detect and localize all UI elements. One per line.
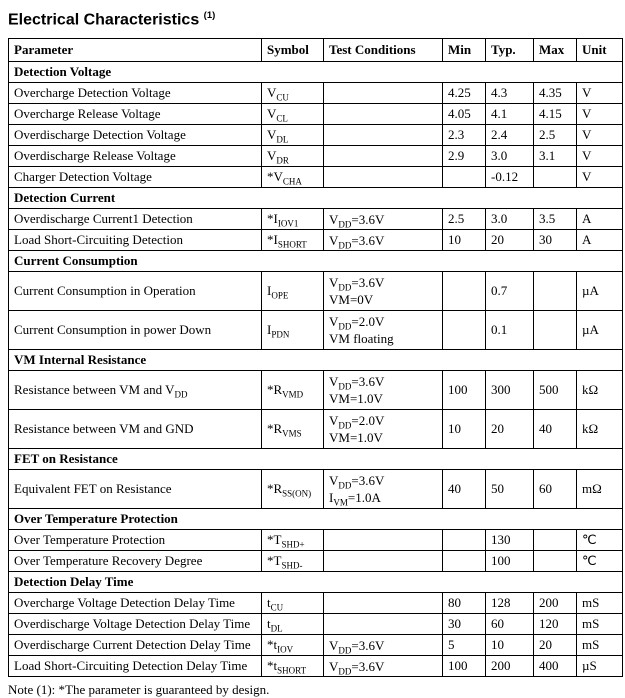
symbol-subscript: CU (276, 92, 289, 103)
parameter-cell (9, 272, 262, 311)
symbol-subscript: OPE (271, 290, 289, 301)
symbol-subscript: DL (276, 134, 289, 145)
parameter-cell (9, 530, 262, 551)
condition-line (329, 291, 437, 308)
symbol-cell (262, 146, 324, 167)
symbol-text: *T (267, 553, 282, 569)
symbol-cell (262, 272, 324, 311)
symbol-text: t (267, 616, 271, 632)
typ-cell: 0.1 (486, 311, 534, 350)
unit-cell: µS (577, 656, 623, 677)
symbol-text: *R (267, 382, 283, 398)
symbol-cell (262, 635, 324, 656)
unit-cell: V (577, 83, 623, 104)
symbol-cell (262, 83, 324, 104)
symbol-text: *T (267, 532, 282, 548)
symbol-cell (262, 311, 324, 350)
condition-line (329, 232, 437, 249)
parameter-cell (9, 614, 262, 635)
symbol-subscript: DR (276, 155, 289, 166)
conditions-cell (324, 272, 443, 311)
table-row (9, 410, 623, 449)
typ-cell: 10 (486, 635, 534, 656)
section-row (9, 509, 623, 530)
unit-cell: mS (577, 635, 623, 656)
typ-cell: 128 (486, 593, 534, 614)
conditions-cell (324, 656, 443, 677)
min-cell: 40 (443, 470, 486, 509)
condition-text: V (329, 314, 339, 330)
max-cell: 30 (534, 230, 577, 251)
symbol-cell (262, 593, 324, 614)
symbol-cell (262, 470, 324, 509)
condition-text: V (329, 658, 339, 674)
max-cell: 120 (534, 614, 577, 635)
symbol-subscript: IOV1 (277, 218, 299, 229)
parameter-cell (9, 83, 262, 104)
symbol-text: t (267, 595, 271, 611)
symbol-cell (262, 209, 324, 230)
min-cell: 5 (443, 635, 486, 656)
symbol-subscript: SHORT (277, 239, 307, 250)
typ-cell: 0.7 (486, 272, 534, 311)
table-row (9, 146, 623, 167)
symbol-cell (262, 614, 324, 635)
min-cell (443, 167, 486, 188)
symbol-cell (262, 551, 324, 572)
max-cell: 60 (534, 470, 577, 509)
unit-cell: µA (577, 311, 623, 350)
unit-cell: V (577, 146, 623, 167)
table-row (9, 656, 623, 677)
header-unit: Unit (577, 39, 623, 62)
conditions-cell (324, 146, 443, 167)
condition-line (329, 472, 437, 489)
footnote: Note (1): *The parameter is guaranteed by design. (8, 682, 270, 698)
symbol-cell (262, 104, 324, 125)
parameter-text: Overdischarge Detection Voltage (14, 127, 186, 143)
symbol-cell (262, 371, 324, 410)
unit-cell: ℃ (577, 551, 623, 572)
min-cell: 4.05 (443, 104, 486, 125)
parameter-text: Overdischarge Voltage Detection Delay Time (14, 616, 251, 632)
max-cell: 400 (534, 656, 577, 677)
max-cell: 40 (534, 410, 577, 449)
unit-cell: kΩ (577, 371, 623, 410)
section-label: Over Temperature Protection (9, 509, 623, 530)
max-cell: 500 (534, 371, 577, 410)
symbol-subscript: IOV (277, 644, 294, 655)
symbol-text: V (267, 106, 277, 122)
header-parameter: Parameter (9, 39, 262, 62)
table-row (9, 272, 623, 311)
conditions-cell (324, 209, 443, 230)
parameter-cell (9, 593, 262, 614)
symbol-text: *I (267, 232, 278, 248)
symbol-cell (262, 656, 324, 677)
section-row (9, 572, 623, 593)
section-row (9, 251, 623, 272)
condition-line (329, 373, 437, 390)
max-cell: 200 (534, 593, 577, 614)
header-symbol: Symbol (262, 39, 324, 62)
typ-cell: 3.0 (486, 146, 534, 167)
conditions-cell (324, 410, 443, 449)
condition-subscript: DD (338, 282, 352, 293)
condition-line (329, 658, 437, 675)
condition-text: V (329, 211, 339, 227)
min-cell: 100 (443, 371, 486, 410)
parameter-cell (9, 125, 262, 146)
min-cell: 10 (443, 230, 486, 251)
parameter-cell (9, 209, 262, 230)
typ-cell: 200 (486, 656, 534, 677)
condition-text: =2.0V (351, 314, 385, 330)
typ-cell: 50 (486, 470, 534, 509)
table-row (9, 209, 623, 230)
condition-text: =3.6V (351, 211, 385, 227)
header-typ: Typ. (486, 39, 534, 62)
symbol-subscript: DL (270, 623, 283, 634)
parameter-text: Over Temperature Protection (14, 532, 166, 548)
table-row (9, 635, 623, 656)
condition-text: V (329, 413, 339, 429)
min-cell: 100 (443, 656, 486, 677)
parameter-cell (9, 656, 262, 677)
condition-text: =3.6V (351, 232, 385, 248)
conditions-cell (324, 230, 443, 251)
symbol-cell (262, 230, 324, 251)
condition-text: VM=0V (329, 292, 374, 308)
condition-text: =3.6V (351, 658, 385, 674)
conditions-cell (324, 614, 443, 635)
conditions-cell (324, 530, 443, 551)
table-row (9, 551, 623, 572)
electrical-characteristics-table (8, 38, 623, 677)
parameter-text: Load Short-Circuiting Detection Delay Time (14, 658, 248, 674)
unit-cell: V (577, 167, 623, 188)
min-cell: 10 (443, 410, 486, 449)
parameter-text: Over Temperature Recovery Degree (14, 553, 203, 569)
min-cell: 30 (443, 614, 486, 635)
symbol-subscript: CU (270, 602, 284, 613)
parameter-cell (9, 371, 262, 410)
table-row (9, 311, 623, 350)
parameter-cell (9, 551, 262, 572)
condition-line (329, 412, 437, 429)
condition-text: I (329, 490, 334, 506)
condition-text: =3.6V (351, 374, 385, 390)
section-row (9, 188, 623, 209)
table-row (9, 593, 623, 614)
table-row (9, 530, 623, 551)
parameter-cell (9, 230, 262, 251)
condition-line (329, 313, 437, 330)
condition-subscript: DD (338, 480, 352, 491)
page-title (0, 0, 625, 29)
section-row (9, 350, 623, 371)
table-body (9, 62, 623, 677)
typ-cell: 4.3 (486, 83, 534, 104)
typ-cell: 130 (486, 530, 534, 551)
symbol-subscript: SHD- (281, 560, 303, 571)
parameter-text: Overdischarge Release Voltage (14, 148, 176, 164)
condition-line (329, 637, 437, 654)
parameter-cell (9, 104, 262, 125)
symbol-text: *V (267, 169, 283, 185)
header-min: Min (443, 39, 486, 62)
condition-text: =3.6V (351, 473, 385, 489)
parameter-subscript: DD (174, 389, 188, 400)
parameter-text: Overdischarge Current1 Detection (14, 211, 193, 227)
symbol-subscript: VMS (282, 428, 302, 439)
max-cell (534, 551, 577, 572)
condition-text: V (329, 473, 339, 489)
parameter-text: Resistance between VM and V (14, 382, 175, 398)
min-cell (443, 530, 486, 551)
typ-cell: 20 (486, 230, 534, 251)
parameter-cell (9, 146, 262, 167)
max-cell (534, 530, 577, 551)
condition-text: =3.6V (351, 637, 385, 653)
table-row (9, 125, 623, 146)
page-title-superscript: (1) (203, 10, 216, 21)
max-cell (534, 311, 577, 350)
condition-text: VM=1.0V (329, 430, 383, 446)
min-cell: 2.3 (443, 125, 486, 146)
condition-text: =1.0A (347, 490, 381, 506)
parameter-text: Resistance between VM and GND (14, 421, 194, 437)
max-cell: 3.1 (534, 146, 577, 167)
section-label: Detection Current (9, 188, 623, 209)
condition-text: V (329, 637, 339, 653)
header-row (9, 39, 623, 62)
max-cell: 3.5 (534, 209, 577, 230)
symbol-cell (262, 167, 324, 188)
parameter-cell (9, 410, 262, 449)
conditions-cell (324, 125, 443, 146)
conditions-cell (324, 167, 443, 188)
condition-subscript: DD (338, 666, 352, 677)
unit-cell: µA (577, 272, 623, 311)
parameter-text: Current Consumption in power Down (14, 322, 212, 338)
symbol-text: I (267, 283, 272, 299)
min-cell (443, 551, 486, 572)
page-title-text: Electrical Characteristics (8, 11, 200, 29)
condition-subscript: DD (338, 645, 352, 656)
min-cell: 80 (443, 593, 486, 614)
min-cell: 4.25 (443, 83, 486, 104)
conditions-cell (324, 470, 443, 509)
condition-subscript: DD (338, 219, 352, 230)
section-label: FET on Resistance (9, 449, 623, 470)
symbol-text: *R (267, 421, 283, 437)
symbol-subscript: SHORT (277, 665, 307, 676)
max-cell (534, 272, 577, 311)
symbol-subscript: SS(ON) (282, 488, 312, 499)
min-cell (443, 311, 486, 350)
max-cell: 4.35 (534, 83, 577, 104)
unit-cell: mS (577, 614, 623, 635)
typ-cell: -0.12 (486, 167, 534, 188)
condition-line (329, 429, 437, 446)
symbol-subscript: PDN (271, 329, 290, 340)
condition-text: V (329, 275, 339, 291)
parameter-text: Charger Detection Voltage (14, 169, 152, 185)
symbol-text: *t (267, 637, 278, 653)
conditions-cell (324, 551, 443, 572)
max-cell: 20 (534, 635, 577, 656)
condition-line (329, 330, 437, 347)
parameter-text: Equivalent FET on Resistance (14, 481, 172, 497)
condition-line (329, 489, 437, 506)
condition-subscript: DD (338, 420, 352, 431)
parameter-text: Overdischarge Current Detection Delay Time (14, 637, 251, 653)
unit-cell: V (577, 104, 623, 125)
min-cell: 2.9 (443, 146, 486, 167)
condition-text: V (329, 232, 339, 248)
conditions-cell (324, 635, 443, 656)
table-row (9, 104, 623, 125)
condition-text: =2.0V (351, 413, 385, 429)
section-label: Detection Delay Time (9, 572, 623, 593)
unit-cell: kΩ (577, 410, 623, 449)
symbol-cell (262, 530, 324, 551)
parameter-cell (9, 167, 262, 188)
section-row (9, 449, 623, 470)
symbol-subscript: VMD (282, 389, 304, 400)
condition-subscript: DD (338, 381, 352, 392)
symbol-cell (262, 410, 324, 449)
header-test-conditions: Test Conditions (324, 39, 443, 62)
section-label: VM Internal Resistance (9, 350, 623, 371)
section-label: Current Consumption (9, 251, 623, 272)
symbol-text: V (267, 148, 277, 164)
parameter-cell (9, 635, 262, 656)
table-row (9, 230, 623, 251)
conditions-cell (324, 371, 443, 410)
section-row (9, 62, 623, 83)
typ-cell: 100 (486, 551, 534, 572)
unit-cell: mΩ (577, 470, 623, 509)
symbol-text: I (267, 322, 272, 338)
condition-line (329, 390, 437, 407)
condition-text: VM floating (329, 331, 394, 347)
symbol-subscript: CHA (282, 176, 302, 187)
table-row (9, 83, 623, 104)
typ-cell: 2.4 (486, 125, 534, 146)
parameter-text: Load Short-Circuiting Detection (14, 232, 183, 248)
unit-cell: A (577, 230, 623, 251)
max-cell (534, 167, 577, 188)
symbol-subscript: CL (276, 113, 288, 124)
table-row (9, 614, 623, 635)
condition-line (329, 211, 437, 228)
unit-cell: ℃ (577, 530, 623, 551)
condition-text: =3.6V (351, 275, 385, 291)
condition-subscript: DD (338, 321, 352, 332)
typ-cell: 300 (486, 371, 534, 410)
conditions-cell (324, 593, 443, 614)
conditions-cell (324, 311, 443, 350)
parameter-text: Overcharge Voltage Detection Delay Time (14, 595, 235, 611)
condition-subscript: DD (338, 240, 352, 251)
table-row (9, 167, 623, 188)
unit-cell: V (577, 125, 623, 146)
typ-cell: 4.1 (486, 104, 534, 125)
parameter-text: Current Consumption in Operation (14, 283, 196, 299)
max-cell: 4.15 (534, 104, 577, 125)
condition-line (329, 274, 437, 291)
unit-cell: A (577, 209, 623, 230)
typ-cell: 60 (486, 614, 534, 635)
unit-cell: mS (577, 593, 623, 614)
symbol-text: *R (267, 481, 283, 497)
symbol-text: *t (267, 658, 278, 674)
min-cell: 2.5 (443, 209, 486, 230)
typ-cell: 20 (486, 410, 534, 449)
symbol-subscript: SHD+ (281, 539, 305, 550)
symbol-cell (262, 125, 324, 146)
symbol-text: *I (267, 211, 278, 227)
conditions-cell (324, 83, 443, 104)
min-cell (443, 272, 486, 311)
header-max: Max (534, 39, 577, 62)
parameter-text: Overcharge Detection Voltage (14, 85, 171, 101)
max-cell: 2.5 (534, 125, 577, 146)
symbol-text: V (267, 85, 277, 101)
section-label: Detection Voltage (9, 62, 623, 83)
table-row (9, 470, 623, 509)
condition-text: V (329, 374, 339, 390)
parameter-text: Overcharge Release Voltage (14, 106, 161, 122)
table-row (9, 371, 623, 410)
symbol-text: V (267, 127, 277, 143)
conditions-cell (324, 104, 443, 125)
parameter-cell (9, 470, 262, 509)
typ-cell: 3.0 (486, 209, 534, 230)
condition-text: VM=1.0V (329, 391, 383, 407)
condition-subscript: VM (333, 497, 348, 508)
parameter-cell (9, 311, 262, 350)
